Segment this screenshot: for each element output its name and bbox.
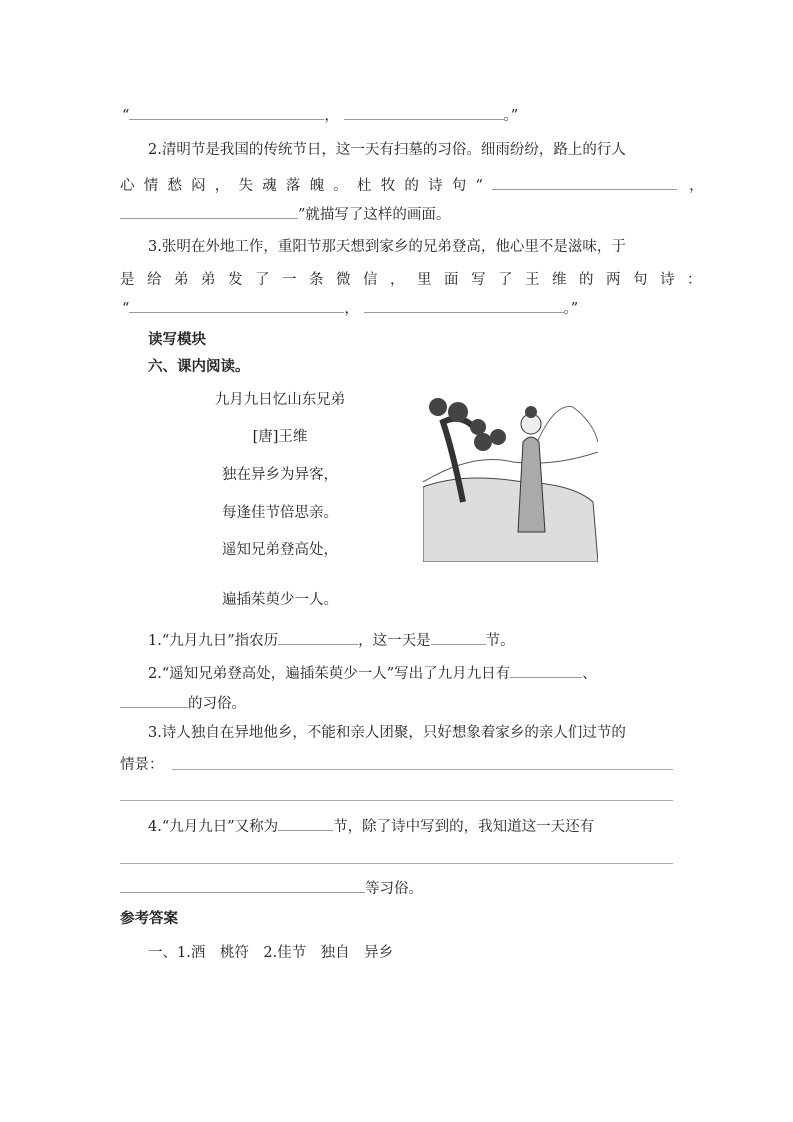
poem-line: 遥知兄弟登高处，	[222, 542, 338, 558]
text: 的习俗。	[188, 696, 246, 712]
answers-heading: 参考答案	[120, 911, 178, 927]
text: 、	[582, 666, 597, 682]
text: ，这一天是	[358, 633, 431, 649]
text: 1.“九月九日”指农历	[148, 633, 279, 649]
question-3-cont: 情景：	[120, 757, 164, 773]
blank[interactable]	[120, 878, 365, 893]
text: 节。	[485, 633, 515, 649]
poem-line: 遍插茱萸少一人。	[222, 592, 338, 608]
text: ”就描写了这样的画面。	[298, 207, 451, 223]
q1-blank-line	[122, 105, 518, 126]
text: 2.“遥知兄弟登高处，遍插茱萸少一人”写出了九月九日有	[148, 666, 511, 682]
question-4-cont	[120, 878, 423, 899]
text: 是给弟弟发了一条微信，里面写了王维的两句诗：	[120, 272, 714, 288]
quote: 。”	[503, 108, 519, 124]
comma: ，	[324, 108, 339, 124]
q2-line3	[120, 204, 450, 225]
answers-line: 一、1.酒 桃符 2.佳节 独自 异乡	[148, 945, 394, 961]
blank[interactable]	[431, 630, 486, 645]
answer-line[interactable]	[172, 769, 673, 770]
q2-line1: 2.清明节是我国的传统节日，这一天有扫墓的习俗。细雨纷纷，路上的行人	[148, 142, 626, 158]
question-3: 3.诗人独自在异地他乡，不能和亲人团聚，只好想象着家乡的亲人们过节的	[148, 725, 626, 741]
comma: ，	[344, 301, 359, 317]
question-2-cont	[120, 693, 246, 714]
blank[interactable]	[129, 105, 324, 120]
blank[interactable]	[129, 298, 344, 313]
question-4	[148, 816, 594, 837]
blank[interactable]	[120, 693, 188, 708]
blank[interactable]	[278, 630, 358, 645]
quote: 。”	[563, 301, 579, 317]
quote: “	[122, 108, 130, 124]
blank[interactable]	[364, 298, 564, 313]
question-1	[148, 630, 515, 651]
comma: ，	[689, 178, 704, 194]
text: 4.“九月九日”又称为	[148, 819, 279, 835]
q2-line2	[120, 175, 704, 196]
poem-title: 九月九日忆山东兄弟	[214, 392, 346, 408]
poem-illustration	[423, 392, 598, 562]
blank[interactable]	[492, 175, 677, 190]
quote: “	[122, 301, 130, 317]
section-heading: 读写模块	[148, 332, 206, 348]
poem-author: [唐]王维	[252, 429, 308, 445]
answer-line[interactable]	[120, 800, 673, 801]
answer-line[interactable]	[120, 863, 673, 864]
text: 心情愁闷，失魂落魄。杜牧的诗句“	[120, 178, 493, 194]
question-2	[148, 663, 597, 684]
blank[interactable]	[344, 105, 504, 120]
text: 等习俗。	[365, 881, 423, 897]
q3-line2	[120, 270, 714, 290]
poem-line: 独在异乡为异客，	[222, 467, 338, 483]
blank[interactable]	[278, 816, 333, 831]
text: 节，除了诗中写到的，我知道这一天还有	[333, 819, 595, 835]
blank[interactable]	[510, 663, 582, 678]
blank[interactable]	[120, 204, 298, 219]
part-heading: 六、课内阅读。	[148, 359, 250, 375]
poem-line: 每逢佳节倍思亲。	[222, 505, 338, 521]
q3-line1: 3.张明在外地工作，重阳节那天想到家乡的兄弟登高，他心里不是滋味，于	[148, 239, 626, 255]
q3-line3	[122, 298, 578, 319]
